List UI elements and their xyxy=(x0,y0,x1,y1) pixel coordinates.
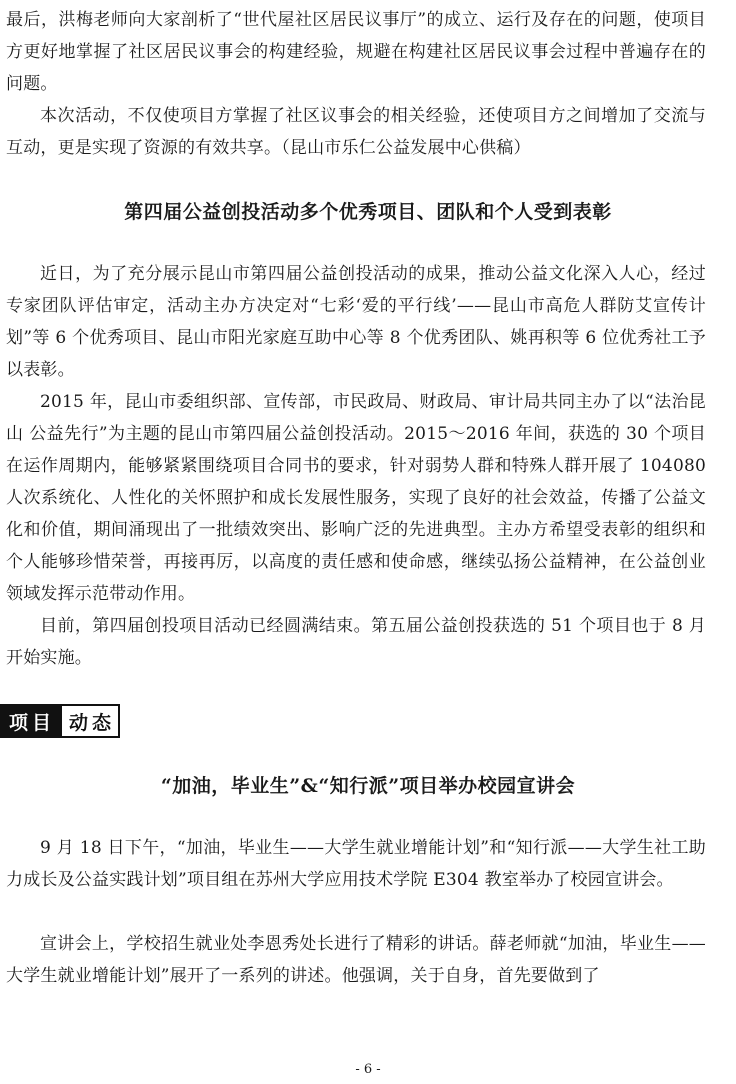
article3-title: “加油，毕业生”&“知行派”项目举办校园宣讲会 xyxy=(160,775,576,797)
article2-title: 第四届公益创投活动多个优秀项目、团队和个人受到表彰 xyxy=(124,201,612,223)
article2-paragraph-2: 2015 年，昆山市委组织部、宣传部，市民政局、财政局、审计局共同主办了以“法治昆山 公益先行”为主题的昆山市第四届公益创投活动。2015～2016 年间，获选的 30 个项目在运作周期内，能够紧紧围绕项目合同书的要求，针对弱势人群和特殊人群开展了 104080 人次系统化、人性化的关怀照护和成长发展性服务，实现了良好的社会效益，传播了公益文化和价值，期间涌现出了一批绩效突出、影响广泛的先进典型。主办方希望受表彰的组织和个人能够珍惜荣誉，再接再厉，以高度的责任感和使命感，继续弘扬公益精神，在公益创业领域发挥示范带动作用。 xyxy=(6,392,706,604)
article2-paragraph-3: 目前，第四届创投项目活动已经圆满结束。第五届公益创投获选的 51 个项目也于 8 月开始实施。 xyxy=(6,616,706,668)
article3-paragraph-1: 9 月 18 日下午，“加油，毕业生——大学生就业增能计划”和“知行派——大学生社工助力成长及公益实践计划”项目组在苏州大学应用技术学院 E304 教室举办了校园宣讲会。 xyxy=(6,838,706,890)
article2-paragraph-1: 近日，为了充分展示昆山市第四届公益创投活动的成果，推动公益文化深入人心，经过专家团队评估审定，活动主办方决定对“七彩‘爱的平行线’——昆山市高危人群防艾宣传计划”等 6 个优秀项目、昆山市阳光家庭互助中心等 8 个优秀团队、姚再积等 6 位优秀社工予以表彰。 xyxy=(6,264,706,380)
article3-paragraph-2: 宣讲会上，学校招生就业处李恩秀处长进行了精彩的讲话。薛老师就“加油，毕业生——大学生就业增能计划”展开了一系列的讲述。他强调，关于自身，首先要做到了 xyxy=(6,934,706,986)
article1-paragraph-1: 最后，洪梅老师向大家剖析了“世代屋社区居民议事厅”的成立、运行及存在的问题，使项目方更好地掌握了社区居民议事会的构建经验，规避在构建社区居民议事会过程中普遍存在的问题。 xyxy=(6,10,706,94)
section-tag-dark: 项目 xyxy=(0,704,60,738)
section-tag-light: 动态 xyxy=(60,704,120,738)
article1-paragraph-2: 本次活动，不仅使项目方掌握了社区议事会的相关经验，还使项目方之间增加了交流与互动，更是实现了资源的有效共享。（昆山市乐仁公益发展中心供稿） xyxy=(6,106,706,158)
page-number: - 6 - xyxy=(355,1062,381,1077)
section-tag-project-news xyxy=(0,704,120,738)
